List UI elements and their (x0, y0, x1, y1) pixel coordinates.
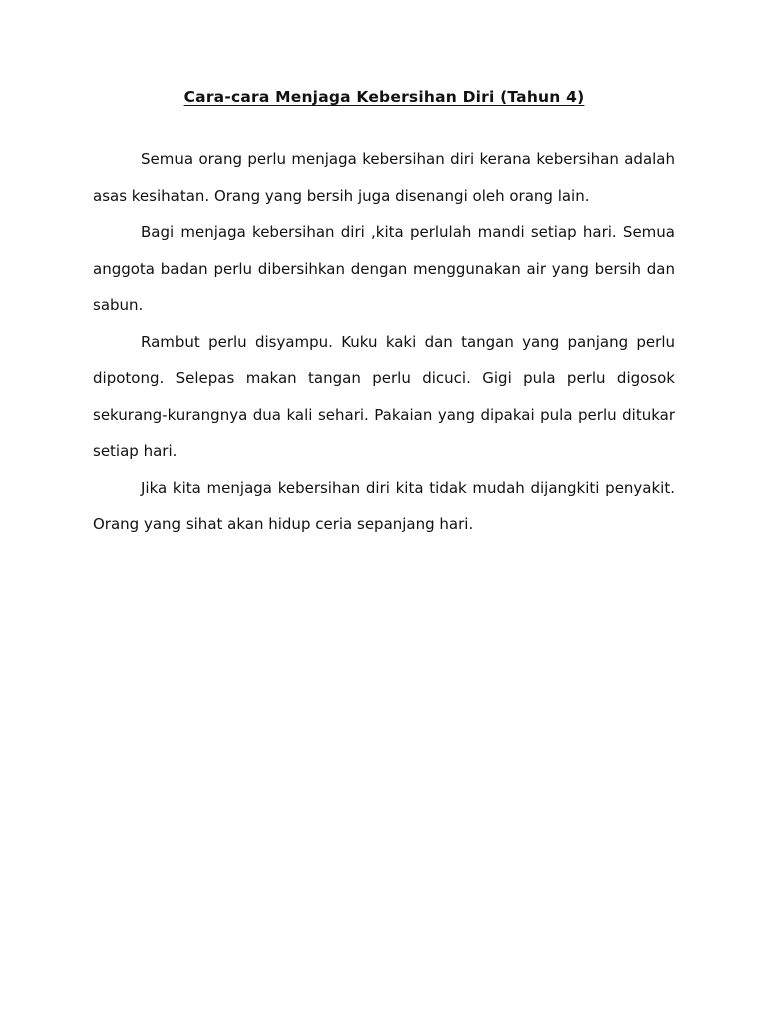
paragraph-2: Bagi menjaga kebersihan diri ,kita perlulah mandi setiap hari. Semua anggota badan perlu dibersihkan dengan menggunakan air yang bersih dan sabun. (93, 223, 675, 314)
paragraph-1: Semua orang perlu menjaga kebersihan diri kerana kebersihan adalah asas kesihatan. Orang yang bersih juga disenangi oleh orang lain. (93, 150, 675, 205)
paragraph-3: Rambut perlu disyampu. Kuku kaki dan tangan yang panjang perlu dipotong. Selepas makan tangan perlu dicuci. Gigi pula perlu digosok sekurang-kurangnya dua kali sehari. Pakaian yang dipakai pula perlu ditukar setiap hari. (93, 332, 675, 460)
paragraph-4: Jika kita menjaga kebersihan diri kita tidak mudah dijangkiti penyakit. Orang yang sihat akan hidup ceria sepanjang hari. (93, 478, 675, 533)
document-body (93, 141, 675, 543)
document-title: Cara-cara Menjaga Kebersihan Diri (Tahun 4) (183, 88, 585, 106)
